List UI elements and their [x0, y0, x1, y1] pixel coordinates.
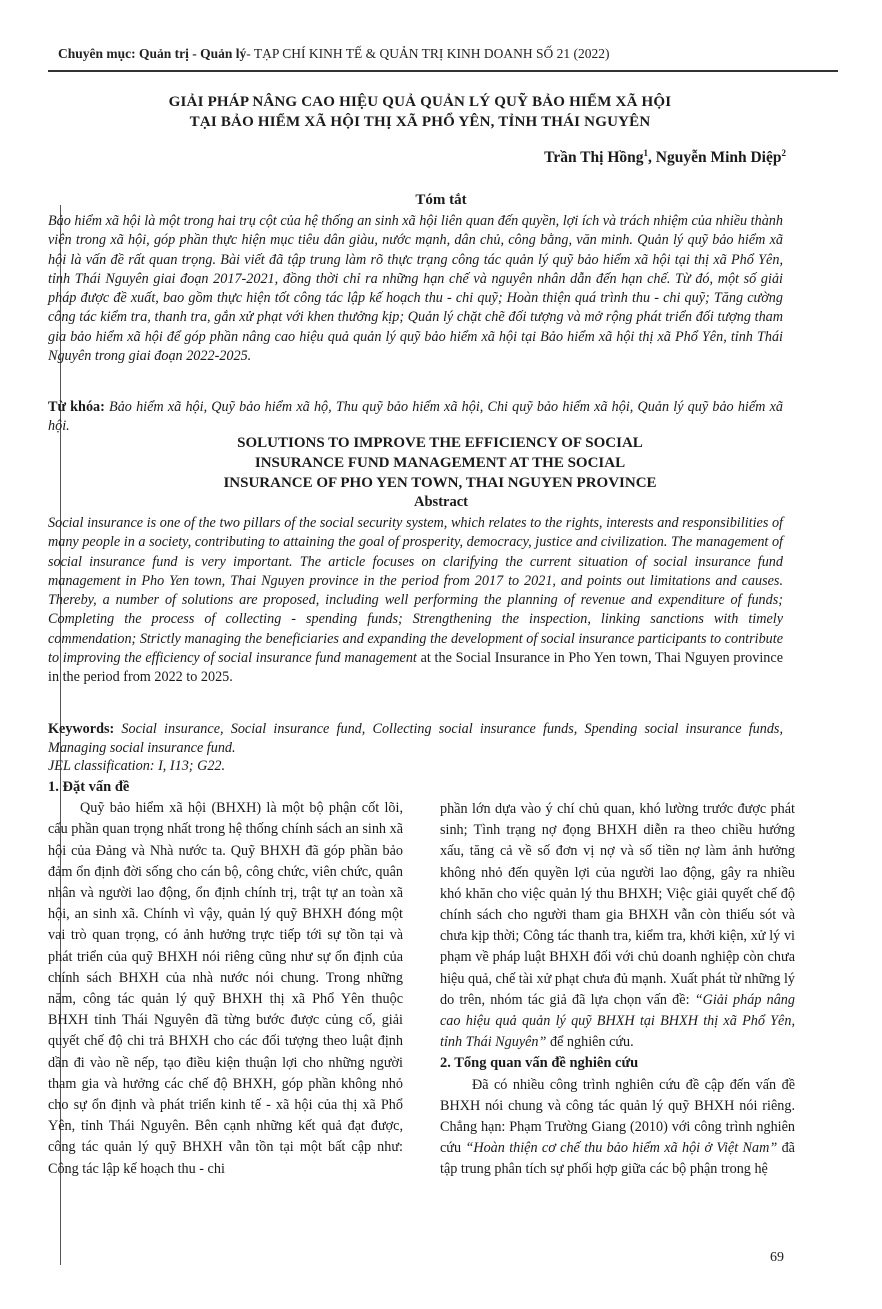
abstract-en-block — [48, 514, 783, 688]
right-col-p1-text: phần lớn dựa vào ý chí chủ quan, khó lường trước được phát sinh; Tình trạng nợ đọng BHXH diễn ra theo chiều hướng xấu, tăng cả về số đơn vị nợ và số tiền nợ làm ảnh hưởng không nhỏ đến quyền lợi của người lao động, gây ra nhiều khó khăn cho việc quản lý thu BHXH; Việc giải quyết chế độ chính sách cho người tham gia BHXH vẫn còn thiếu sót và chưa kịp thời; Công tác thanh tra, kiểm tra, khởi kiện, xử lý vi phạm về pháp luật BHXH đối với chủ doanh nghiệp còn chưa hiệu quả, chế tài xử phạt chưa đủ mạnh. Xuất phát từ những lý do trên, nhóm tác giả đã lựa chọn vấn đề: — [440, 801, 796, 1008]
abstract-en-text: Social insurance is one of the two pillars of the social security system, which relates to the rights, interests and responsibilities of many people in a society, contributing to attaining the goal of prosperity, democracy, justice and civilization. The management of social insurance fund is very important. The article focuses on clarifying the current situation of social insurance fund management in Pho Yen town, Thai Nguyen province in the period from 2017 to 2021, and points out limitations and causes. Thereby, a number of solutions are proposed, including well performing the planning of revenue and expenditure of funds; Completing the process of collecting - spending funds; Strengthening the inspection, linking sanctions with timely commendation; Strictly managing the beneficiaries and expanding the development of social insurance participants to contribute to improving the efficiency of social insurance fund management — [48, 515, 783, 667]
keywords-en — [48, 720, 783, 759]
right-col-p2-quote: “Hoàn thiện cơ chế thu bảo hiểm xã hội ở Việt Nam” — [465, 1140, 778, 1157]
keywords-en-list: Social insurance, Social insurance fund, Collecting social insurance funds, Spending social insurance funds, Managing social insurance fund. — [48, 721, 783, 757]
jel-classification: JEL classification: I, I13; G22. — [48, 758, 226, 774]
abstract-en-tail: at the Social Insurance in Pho Yen town, Thai Nguyen province in the period from 2022 to 2025. — [48, 650, 783, 686]
author-2-affiliation: 2 — [781, 148, 786, 158]
keywords-vn-label: Từ khóa: — [48, 399, 105, 415]
section-1-heading: 1. Đặt vấn đề — [48, 779, 130, 795]
header-divider — [48, 70, 838, 72]
author-separator: , — [648, 149, 656, 167]
abstract-vn-text: Bảo hiểm xã hội là một trong hai trụ cột của hệ thống an sinh xã hội liên quan đến quyền, lợi ích và trách nhiệm của nhiều thành viên trong xã hội, góp phần thực hiện mục tiêu dân giàu, nước mạnh, dân chủ, công bằng, văn minh. Quản lý quỹ bảo hiểm xã hội là vấn đề rất quan trọng. Bài viết đã tập trung làm rõ thực trạng công tác quản lý quỹ bảo hiểm xã hội tại thị xã Phổ Yên, tỉnh Thái Nguyên giai đoạn 2017-2021, đồng thời chỉ ra những hạn chế và nguyên nhân dẫn đến hạn chế. Từ đó, một số giải pháp được đề xuất, bao gồm thực hiện tốt công tác lập kế hoạch thu - chi quỹ; Hoàn thiện quá trình thu - chi quỹ; Tăng cường công tác kiểm tra, thanh tra, gắn xử phạt với khen thưởng kịp; Quản lý chặt chẽ đối tượng và mở rộng phát triển đối tượng tham gia bảo hiểm xã hội để góp phần nâng cao hiệu quả quản lý quỹ bảo hiểm xã hội tại Bảo hiểm xã hội thị xã Phổ Yên, tỉnh Thái Nguyên trong giai đoạn 2022-2025. — [48, 213, 783, 365]
keywords-vn-list: Bảo hiểm xã hội, Quỹ bảo hiểm xã hộ, Thu quỹ bảo hiểm xã hội, Chi quỹ bảo hiểm xã hội, Quản lý quỹ bảo hiểm xã hội. — [48, 399, 783, 435]
title-vn-line-2: TẠI BẢO HIỂM XÃ HỘI THỊ XÃ PHỔ YÊN, TỈNH THÁI NGUYÊN — [189, 114, 651, 130]
article-title-vn — [60, 92, 780, 132]
right-col-p2-end: đã tập trung phân tích sự phối hợp giữa các bộ phận trong hệ — [440, 1140, 795, 1178]
header-journal: - TẠP CHÍ KINH TẾ & QUẢN TRỊ KINH DOANH SỐ 21 (2022) — [246, 46, 610, 61]
keywords-vn — [48, 398, 783, 437]
right-col-p2-text: Đã có nhiều công trình nghiên cứu đề cập đến vấn đề BHXH nói chung và công tác quản lý quỹ BHXH nói riêng. Chẳng hạn: Phạm Trường Giang (2010) với công trình nghiên cứu — [440, 1076, 795, 1157]
page-number: 69 — [770, 1250, 784, 1265]
abstract-en-heading: Abstract — [414, 494, 468, 510]
title-en-line-1: SOLUTIONS TO IMPROVE THE EFFICIENCY OF SOCIAL — [237, 435, 643, 451]
right-col-paragraph-1 — [440, 799, 795, 1053]
article-title-en — [120, 433, 760, 493]
author-2: Nguyễn Minh Diệp — [655, 149, 782, 167]
keywords-en-label: Keywords: — [48, 721, 115, 737]
right-col-p1-quote: “Giải pháp nâng cao hiệu quả quản lý quỹ BHXH tại BHXH thị xã Phổ Yên, tỉnh Thái Nguyên” — [440, 991, 795, 1051]
title-en-line-2: INSURANCE FUND MANAGEMENT AT THE SOCIAL — [254, 455, 626, 471]
section-2-heading: 2. Tổng quan vấn đề nghiên cứu — [440, 1055, 639, 1072]
abstract-vn-heading: Tóm tắt — [415, 192, 467, 208]
right-column — [440, 799, 795, 1181]
author-1-affiliation: 1 — [643, 148, 648, 158]
author-1: Trần Thị Hồng — [544, 149, 644, 167]
title-vn-line-1: GIẢI PHÁP NÂNG CAO HIỆU QUẢ QUẢN LÝ QUỸ BẢO HIỂM XÃ HỘI — [168, 94, 672, 110]
header-section: Chuyên mục: Quản trị - Quản lý — [58, 46, 247, 61]
left-col-paragraph: Quỹ bảo hiểm xã hội (BHXH) là một bộ phận cốt lõi, cấu phần quan trọng nhất trong hệ thống chính sách an sinh xã hội của Đảng và Nhà nước ta. Quỹ BHXH đã góp phần bảo đảm ổn định đời sống cho cán bộ, công chức, viên chức, quân nhân và người lao động, ổn định chính trị, trật tự an toàn xã hội, an sinh xã. Chính vì vậy, quản lý quỹ BHXH đóng một vai trò quan trọng, có ảnh hưởng trực tiếp tới sự tồn tại và phát triển của quỹ BHXH nói riêng cũng như sự ổn định của chính sách BHXH của nhà nước nói chung. Trong những năm, công tác quản lý quỹ BHXH thị xã Phổ Yên thuộc BHXH tỉnh Thái Nguyên đã từng bước được củng cố, giải quyết chế độ chi trả BHXH cho các đối tượng theo luật định dần đi vào nề nếp, tạo điều kiện thuận lợi cho những người tham gia và hưởng các chế độ BHXH, góp phần không nhỏ cho sự ổn định và phát triển kinh tế - xã hội của thị xã Phổ Yên, tỉnh Thái Nguyên. Bên cạnh những kết quả đạt được, công tác quản lý quỹ BHXH vẫn tồn tại một bất cập như: Công tác lập kế hoạch thu - chi — [48, 800, 403, 1177]
right-col-p1-end: để nghiên cứu. — [546, 1034, 634, 1051]
running-header — [58, 40, 828, 68]
left-column — [48, 777, 403, 1180]
right-col-paragraph-2 — [440, 1075, 795, 1181]
authors — [544, 148, 786, 167]
title-en-line-3: INSURANCE OF PHO YEN TOWN, THAI NGUYEN PROVINCE — [223, 475, 657, 491]
